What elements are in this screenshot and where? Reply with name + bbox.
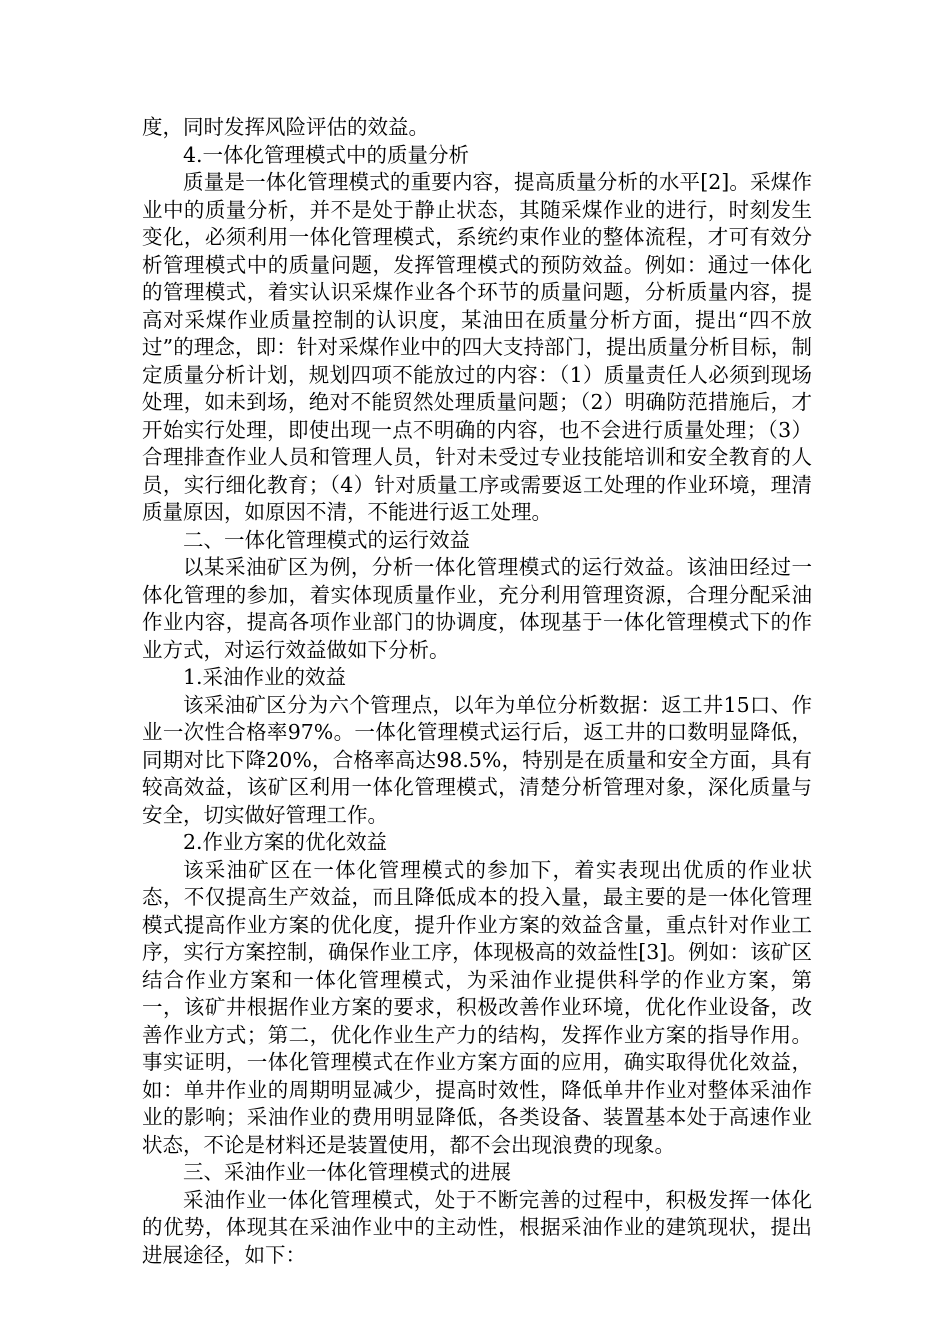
- paragraph-operation-benefit: 以某采油矿区为例，分析一体化管理模式的运行效益。该油田经过一体化管理的参加，着实体现质量作业，充分利用管理资源，合理分配采油作业内容，提高各项作业部门的协调度，体现基于一体化管理模式下的作业方式，对运行效益做如下分析。: [142, 555, 812, 662]
- section-heading-development: 三、采油作业一体化管理模式的进展: [183, 1160, 511, 1184]
- section-heading-quality-analysis: 4.一体化管理模式中的质量分析: [183, 142, 470, 167]
- document-page: [142, 114, 812, 1269]
- paragraph-quality-analysis: 质量是一体化管理模式的重要内容，提高质量分析的水平[2]。采煤作业中的质量分析，并不是处于静止状态，其随采煤作业的进行，时刻发生变化，必须利用一体化管理模式，系统约束作业的整体流程，才可有效分析管理模式中的质量问题，发挥管理模式的预防效益。例如：通过一体化的管理模式，着实认识采煤作业各个环节的质量问题，分析质量内容，提高对采煤作业质量控制的认识度，某油田在质量分析方面，提出“四不放过”的理念，即：针对采煤作业中的四大支持部门，提出质量分析目标，制定质量分析计划，规划四项不能放过的内容：（1）质量责任人必须到现场处理，如未到场，绝对不能贸然处理质量问题；（2）明确防范措施后，才开始实行处理，即使出现一点不明确的内容，也不会进行质量处理；（3）合理排查作业人员和管理人员，针对未受过专业技能培训和安全教育的人员，实行细化教育；（4）针对质量工序或需要返工处理的作业环境，理清质量原因，如原因不清，不能进行返工处理。: [142, 170, 812, 524]
- paragraph-oil-production-benefit: 该采油矿区分为六个管理点，以年为单位分析数据：返工井15口、作业一次性合格率97%。一体化管理模式运行后，返工井的口数明显降低，同期对比下降20%，合格率高达98.5%，特别是在质量和安全方面，具有较高效益，该矿区利用一体化管理模式，清楚分析管理对象，深化质量与安全，切实做好管理工作。: [142, 692, 812, 827]
- section-heading-oil-production-benefit: 1.采油作业的效益: [183, 665, 347, 689]
- paragraph-development: 采油作业一体化管理模式，处于不断完善的过程中，积极发挥一体化的优势，体现其在采油作业中的主动性，根据采油作业的建筑现状，提出进展途径，如下：: [142, 1187, 812, 1267]
- section-heading-operation-benefit: 二、一体化管理模式的运行效益: [183, 527, 470, 552]
- paragraph-plan-optimization: 该采油矿区在一体化管理模式的参加下，着实表现出优质的作业状态，不仅提高生产效益，而且降低成本的投入量，最主要的是一体化管理模式提高作业方案的优化度，提升作业方案的效益含量，重点针对作业工序，实行方案控制，确保作业工序，体现极高的效益性[3]。例如：该矿区结合作业方案和一体化管理模式，为采油作业提供科学的作业方案，第一，该矿井根据作业方案的要求，积极改善作业环境，优化作业设备，改善作业方式；第二，优化作业生产力的结构，发挥作业方案的指导作用。事实证明，一体化管理模式在作业方案方面的应用，确实取得优化效益，如：单井作业的周期明显减少，提高时效性，降低单井作业对整体采油作业的影响；采油作业的费用明显降低，各类设备、装置基本处于高速作业状态，不论是材料还是装置使用，都不会出现浪费的现象。: [142, 857, 812, 1157]
- paragraph-continuation: 度，同时发挥风险评估的效益。: [142, 115, 429, 139]
- section-heading-plan-optimization: 2.作业方案的优化效益: [183, 830, 388, 854]
